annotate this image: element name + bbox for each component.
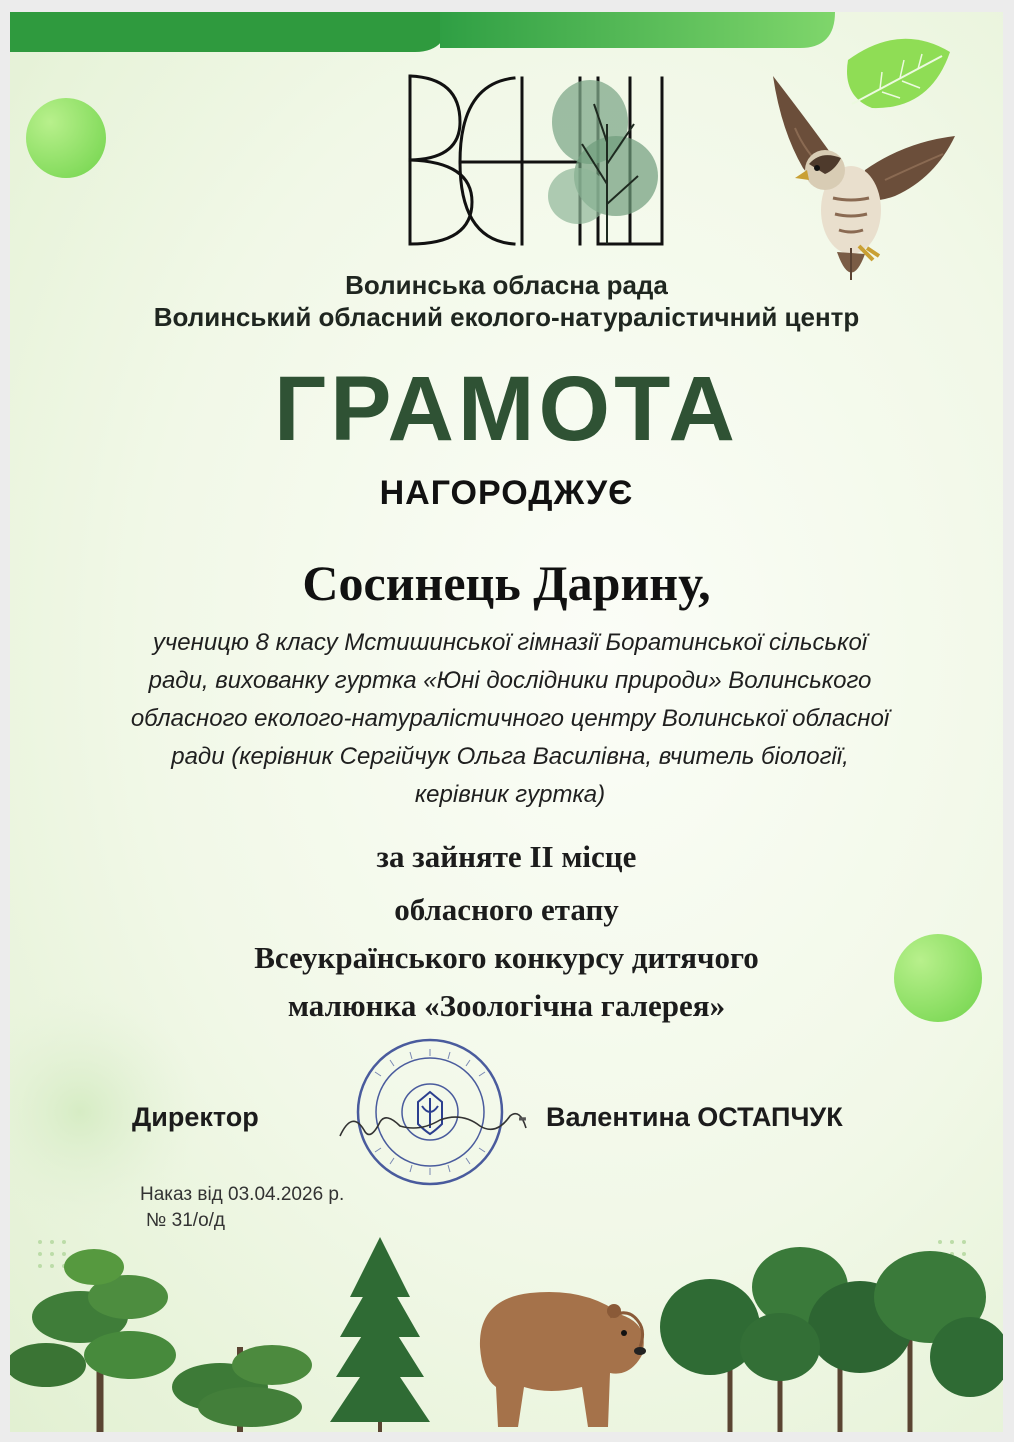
- order-date: Наказ від 03.04.2026 р.: [140, 1184, 345, 1205]
- description-line: обласного еколого-натуралістичного центру Волинської обласної: [130, 705, 890, 732]
- tree: [660, 1247, 1003, 1432]
- achievement-line: обласного етапу: [394, 892, 619, 927]
- description-line: ради, вихованку гуртка «Юні дослідники природи» Волинського: [148, 667, 872, 694]
- official-stamp: [330, 1032, 530, 1192]
- director-name: Валентина ОСТАПЧУК: [546, 1102, 843, 1132]
- center-name: Волинський обласний еколого-натуралістичний центр: [153, 302, 860, 332]
- description-line: керівник гуртка): [414, 781, 606, 808]
- certificate-title: ГРАМОТА: [274, 358, 739, 460]
- achievement-line: малюнка «Зоологічна галерея»: [287, 988, 726, 1023]
- description-line: ученицю 8 класу Мстишинської гімназії Боратинської сільської: [152, 629, 868, 656]
- order-number: № 31/о/д: [146, 1210, 226, 1231]
- pine-tree: [330, 1237, 430, 1432]
- achievement-line: Всеукраїнського конкурсу дитячого: [254, 940, 759, 975]
- director-label: Директор: [132, 1102, 259, 1132]
- awards-heading: НАГОРОДЖУЄ: [379, 474, 634, 512]
- certificate-page: [10, 12, 1003, 1432]
- decor-circle: [26, 98, 106, 178]
- recipient-description: [80, 624, 940, 814]
- veno-logo: [402, 64, 677, 259]
- achievement-line: за зайняте ІІ місце: [376, 839, 637, 874]
- tree: [172, 1345, 312, 1432]
- tree: [10, 1249, 176, 1432]
- signature-dash: -: [518, 1102, 527, 1132]
- forest-illustration: [10, 1237, 1003, 1432]
- recipient-name: Сосинець Дарину,: [302, 555, 711, 611]
- eagle-illustration: [755, 70, 960, 295]
- council-name: Волинська обласна рада: [345, 270, 668, 300]
- bear-illustration: [480, 1292, 646, 1427]
- description-line: ради (керівник Сергійчук Ольга Василівна, вчитель біології,: [171, 743, 849, 770]
